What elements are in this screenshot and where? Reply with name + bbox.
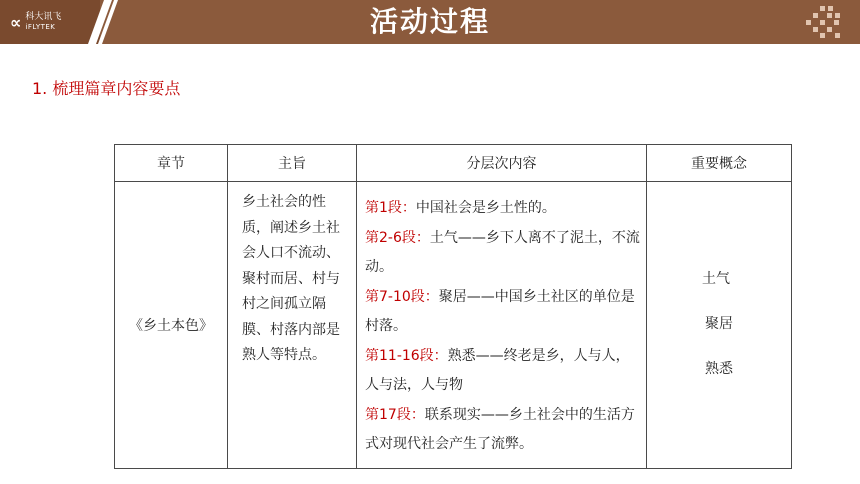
logo-mark-icon: ∝ (10, 12, 22, 32)
layer-item (365, 342, 640, 401)
layer-label: 第2-6段： (365, 229, 430, 246)
theme-cell: 乡土社会的性质，阐述乡土社会人口不流动、聚村而居、村与村之间孤立隔膜、村落内部是熟人等特点。 (228, 182, 357, 469)
concepts-cell (647, 182, 792, 469)
layer-item (365, 194, 640, 224)
layer-label: 第1段： (365, 200, 416, 216)
layer-item (365, 283, 640, 342)
chapter-cell: 《乡土本色》 (115, 182, 228, 469)
table-header-row (115, 145, 792, 182)
dot-pattern-icon (806, 6, 842, 38)
header-layers: 分层次内容 (357, 145, 647, 182)
header-chapter: 章节 (115, 145, 228, 182)
concept-item: 土气 (702, 271, 730, 288)
section-title: 1. 梳理篇章内容要点 (32, 79, 181, 98)
header-theme: 主旨 (228, 145, 357, 182)
page-title: 活动过程 (369, 5, 490, 38)
layer-text: 聚居——中国乡土社区的单位是村落。 (365, 288, 635, 334)
concept-item: 熟悉 (705, 361, 733, 378)
content-table (114, 144, 792, 469)
layer-item (365, 401, 640, 460)
concept-item: 聚居 (705, 316, 733, 333)
layer-label: 第7-10段： (365, 288, 439, 305)
layers-cell (357, 182, 647, 469)
header-concepts: 重要概念 (647, 145, 792, 182)
layer-text: 熟悉——终老是乡，人与人，人与法，人与物 (365, 347, 630, 393)
layer-item (365, 224, 640, 283)
layer-text: 联系现实——乡土社会中的生活方式对现代社会产生了流弊。 (365, 406, 635, 452)
layer-label: 第11-16段： (365, 347, 448, 364)
layer-text: 中国社会是乡土性的。 (415, 200, 556, 216)
logo-en-text: iFLYTEK (25, 23, 56, 31)
table-row (115, 182, 792, 469)
layer-label: 第17段： (365, 406, 425, 423)
logo-cn-text: 科大讯飞 (25, 12, 62, 22)
layer-text: 土气——乡下人离不了泥土，不流动。 (365, 229, 640, 275)
header-banner (0, 0, 860, 44)
